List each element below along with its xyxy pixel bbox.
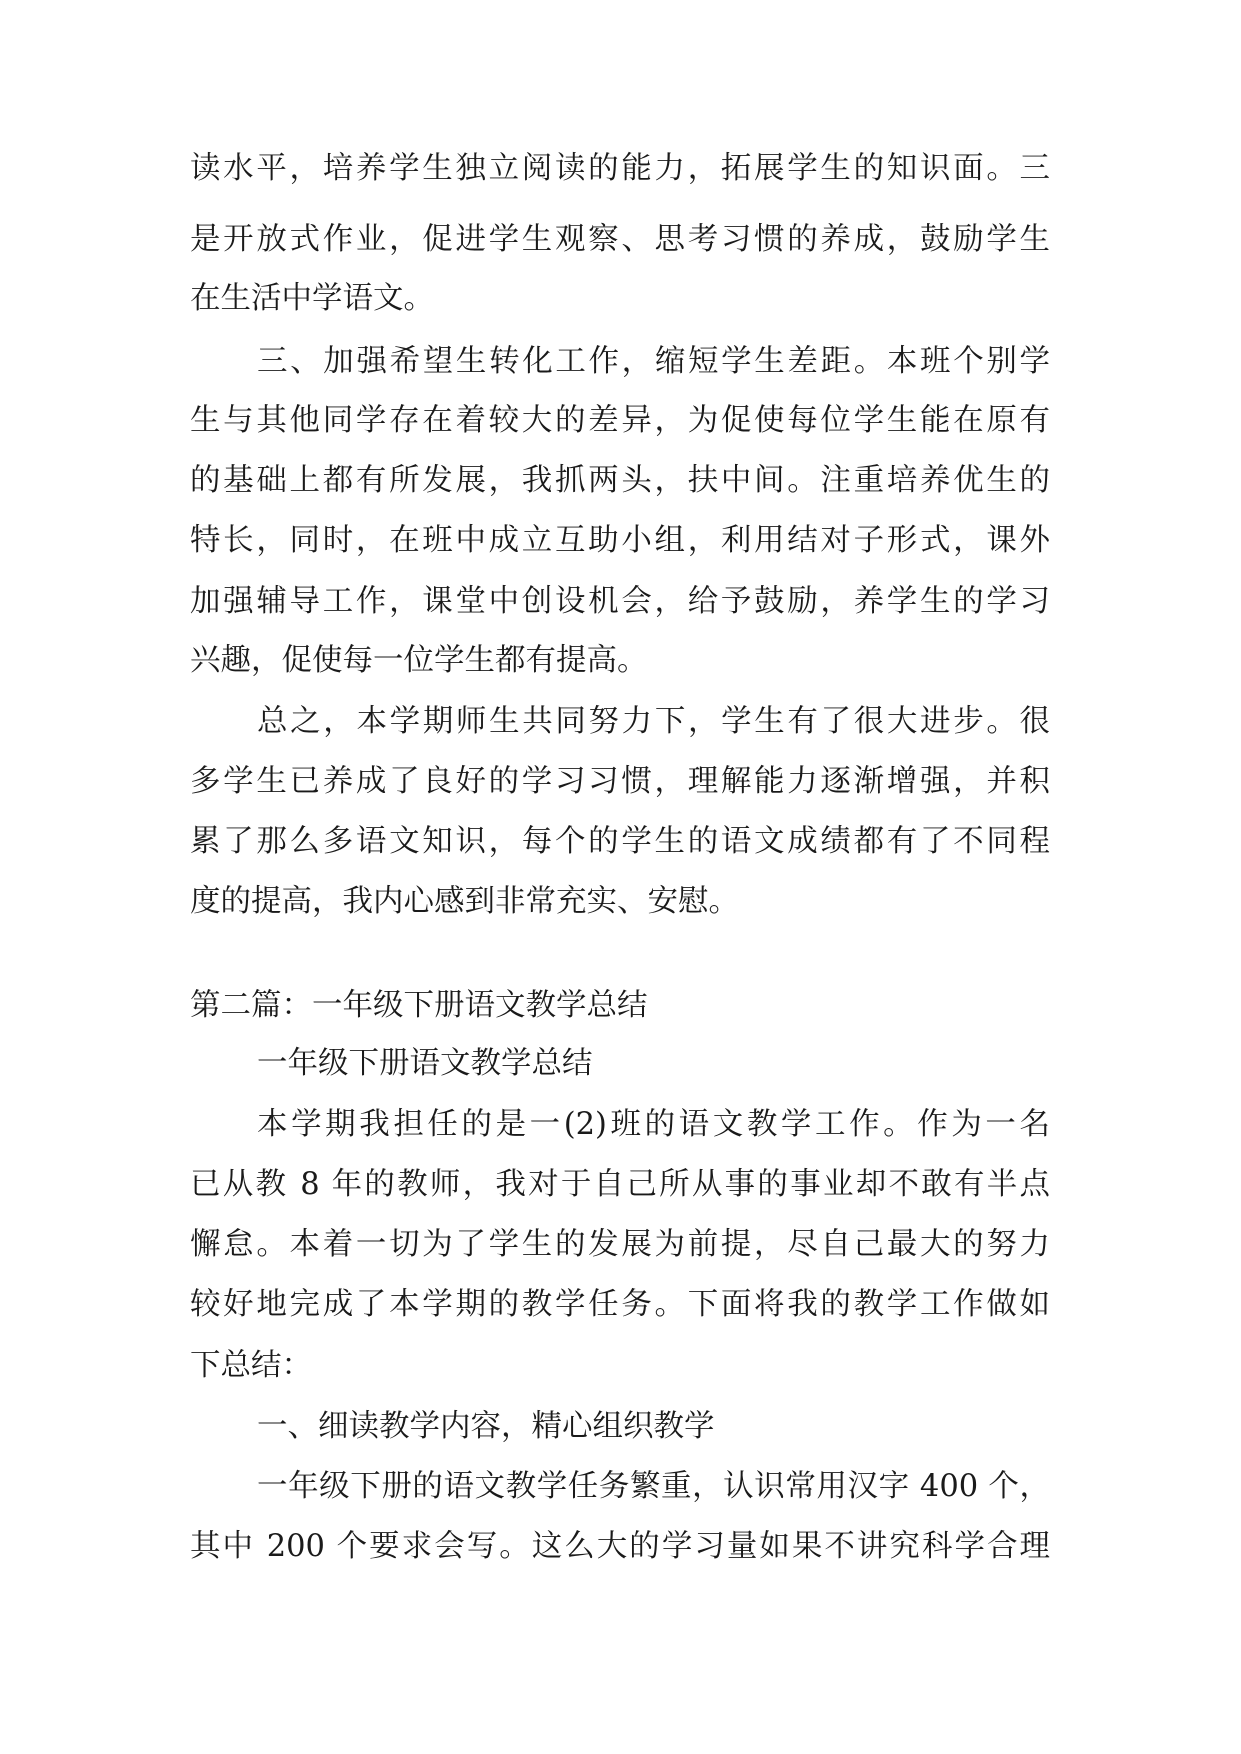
section-heading: 第二篇：一年级下册语文教学总结 [190,988,648,1023]
body-line: 读水平，培养学生独立阅读的能力，拓展学生的知识面。三 [190,151,1050,186]
body-line: 其中 200 个要求会写。这么大的学习量如果不讲究科学合理 [190,1529,1050,1564]
body-line: 的基础上都有所发展，我抓两头，扶中间。注重培养优生的 [190,463,1050,498]
section-subtitle: 一年级下册语文教学总结 [257,1046,593,1081]
body-line: 累了那么多语文知识，每个的学生的语文成绩都有了不同程 [190,824,1050,859]
body-line: 特长，同时，在班中成立互助小组，利用结对子形式，课外 [190,523,1050,558]
paragraph-start-line: 总之，本学期师生共同努力下，学生有了很大进步。很 [257,704,1050,739]
body-line: 度的提高，我内心感到非常充实、安慰。 [190,884,739,919]
body-line: 下总结： [190,1348,312,1383]
body-line: 已从教 8 年的教师，我对于自己所从事的事业却不敢有半点 [190,1167,1050,1202]
body-line: 兴趣，促使每一位学生都有提高。 [190,643,648,678]
body-line: 多学生已养成了良好的学习习惯，理解能力逐渐增强，并积 [190,764,1050,799]
paragraph-start-line: 本学期我担任的是一(2)班的语文教学工作。作为一名 [257,1107,1050,1142]
body-line: 懈怠。本着一切为了学生的发展为前提，尽自己最大的努力 [190,1227,1050,1262]
subsection-heading: 一、细读教学内容，精心组织教学 [257,1409,715,1444]
body-line: 较好地完成了本学期的教学任务。下面将我的教学工作做如 [190,1287,1050,1322]
body-line: 是开放式作业，促进学生观察、思考习惯的养成，鼓励学生 [190,222,1050,257]
body-line: 生与其他同学存在着较大的差异，为促使每位学生能在原有 [190,403,1050,438]
paragraph-start-line: 一年级下册的语文教学任务繁重，认识常用汉字 400 个， [257,1469,1050,1504]
paragraph-start-line: 三、加强希望生转化工作，缩短学生差距。本班个别学 [257,344,1050,379]
body-line: 加强辅导工作，课堂中创设机会，给予鼓励，养学生的学习 [190,584,1050,619]
body-line: 在生活中学语文。 [190,281,434,316]
